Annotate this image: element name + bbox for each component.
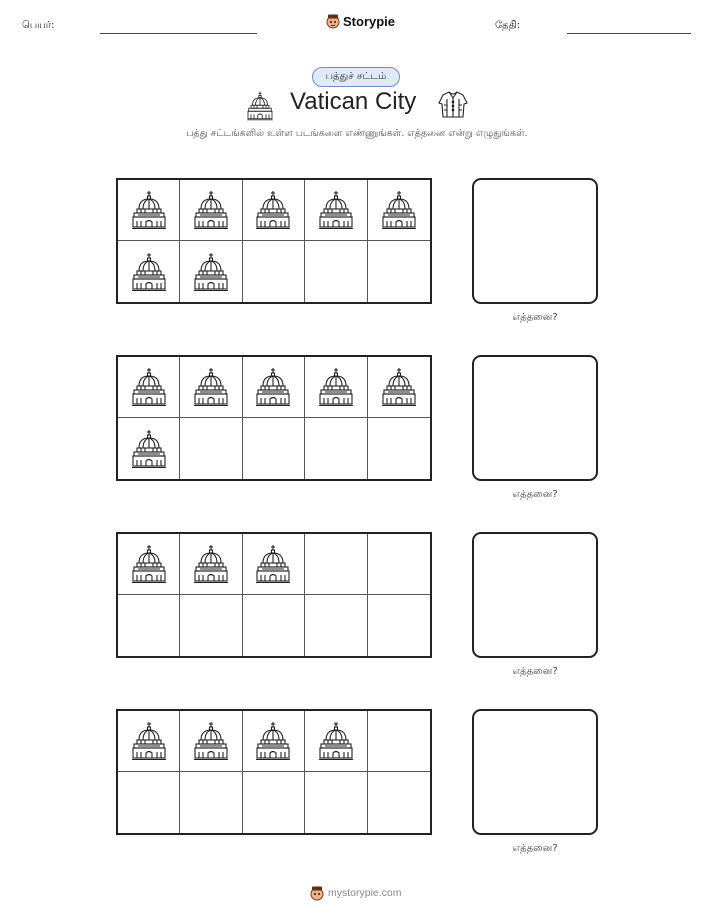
frame-cell <box>118 180 180 241</box>
answer-box-3[interactable] <box>472 532 598 658</box>
frame-cell <box>368 180 430 241</box>
frame-cell <box>243 418 305 479</box>
storypie-mascot-icon <box>326 13 340 29</box>
frame-cell <box>305 357 367 418</box>
frame-cell <box>368 711 430 772</box>
frame-cell <box>180 772 242 833</box>
answer-box-4[interactable] <box>472 709 598 835</box>
basilica-dome-icon <box>381 190 417 230</box>
frame-cell <box>180 418 242 479</box>
brand-logo <box>326 13 395 29</box>
footer-url: mystorypie.com <box>328 887 402 899</box>
basilica-dome-icon <box>318 721 354 761</box>
basilica-dome-icon <box>318 190 354 230</box>
basilica-dome-icon <box>131 367 167 407</box>
frame-cell <box>180 180 242 241</box>
frame-cell <box>305 772 367 833</box>
basilica-dome-icon <box>131 544 167 584</box>
name-write-line <box>100 33 257 34</box>
frame-cell <box>305 711 367 772</box>
footer <box>310 885 402 901</box>
frame-cell <box>243 357 305 418</box>
basilica-dome-icon <box>131 429 167 469</box>
frame-cell <box>305 241 367 302</box>
basilica-dome-icon <box>193 190 229 230</box>
frame-cell <box>118 357 180 418</box>
frame-cell <box>118 418 180 479</box>
basilica-dome-icon <box>255 190 291 230</box>
answer-label-4: எத்தனை? <box>512 843 558 854</box>
answer-label-3: எத்தனை? <box>512 666 558 677</box>
frame-cell <box>368 241 430 302</box>
frame-cell <box>368 534 430 595</box>
frame-cell <box>368 772 430 833</box>
date-label: தேதி: <box>495 20 521 31</box>
name-label: பெயர்: <box>22 20 55 31</box>
ten-frame-2 <box>116 355 432 481</box>
frame-cell <box>305 534 367 595</box>
answer-box-2[interactable] <box>472 355 598 481</box>
answer-label-2: எத்தனை? <box>512 489 558 500</box>
frame-cell <box>118 241 180 302</box>
ten-frame-1 <box>116 178 432 304</box>
frame-cell <box>180 595 242 656</box>
frame-cell <box>305 180 367 241</box>
brand-name: Storypie <box>343 13 396 29</box>
basilica-dome-icon <box>255 721 291 761</box>
worksheet-type-badge: பத்துச் சட்டம் <box>312 67 400 87</box>
frame-cell <box>368 595 430 656</box>
frame-cell <box>243 711 305 772</box>
basilica-dome-icon <box>131 252 167 292</box>
frame-cell <box>180 534 242 595</box>
frame-cell <box>243 180 305 241</box>
basilica-dome-icon <box>255 544 291 584</box>
basilica-dome-icon <box>131 721 167 761</box>
basilica-dome-icon <box>193 544 229 584</box>
ten-frame-4 <box>116 709 432 835</box>
basilica-dome-icon <box>131 190 167 230</box>
instructions: பத்து சட்டங்களில் உள்ள படங்களை எண்ணுங்கள். எத்தனை என்று எழுதுங்கள். <box>186 128 528 139</box>
frame-cell <box>243 241 305 302</box>
storypie-mascot-icon <box>310 885 324 901</box>
answer-label-1: எத்தனை? <box>512 312 558 323</box>
ten-frame-3 <box>116 532 432 658</box>
basilica-dome-icon <box>381 367 417 407</box>
frame-cell <box>118 534 180 595</box>
basilica-dome-icon <box>255 367 291 407</box>
frame-cell <box>243 772 305 833</box>
frame-cell <box>118 595 180 656</box>
frame-cell <box>368 418 430 479</box>
basilica-dome-icon <box>193 367 229 407</box>
papal-vestment-icon <box>437 89 469 125</box>
frame-cell <box>243 595 305 656</box>
frame-cell <box>118 711 180 772</box>
date-write-line <box>567 33 691 34</box>
page-title: Vatican City <box>290 88 417 115</box>
basilica-dome-icon <box>193 252 229 292</box>
basilica-dome-icon <box>193 721 229 761</box>
frame-cell <box>180 711 242 772</box>
answer-box-1[interactable] <box>472 178 598 304</box>
frame-cell <box>305 418 367 479</box>
frame-cell <box>243 534 305 595</box>
frame-cell <box>368 357 430 418</box>
frame-cell <box>305 595 367 656</box>
basilica-dome-icon <box>246 91 274 125</box>
basilica-dome-icon <box>318 367 354 407</box>
frame-cell <box>180 357 242 418</box>
frame-cell <box>180 241 242 302</box>
frame-cell <box>118 772 180 833</box>
